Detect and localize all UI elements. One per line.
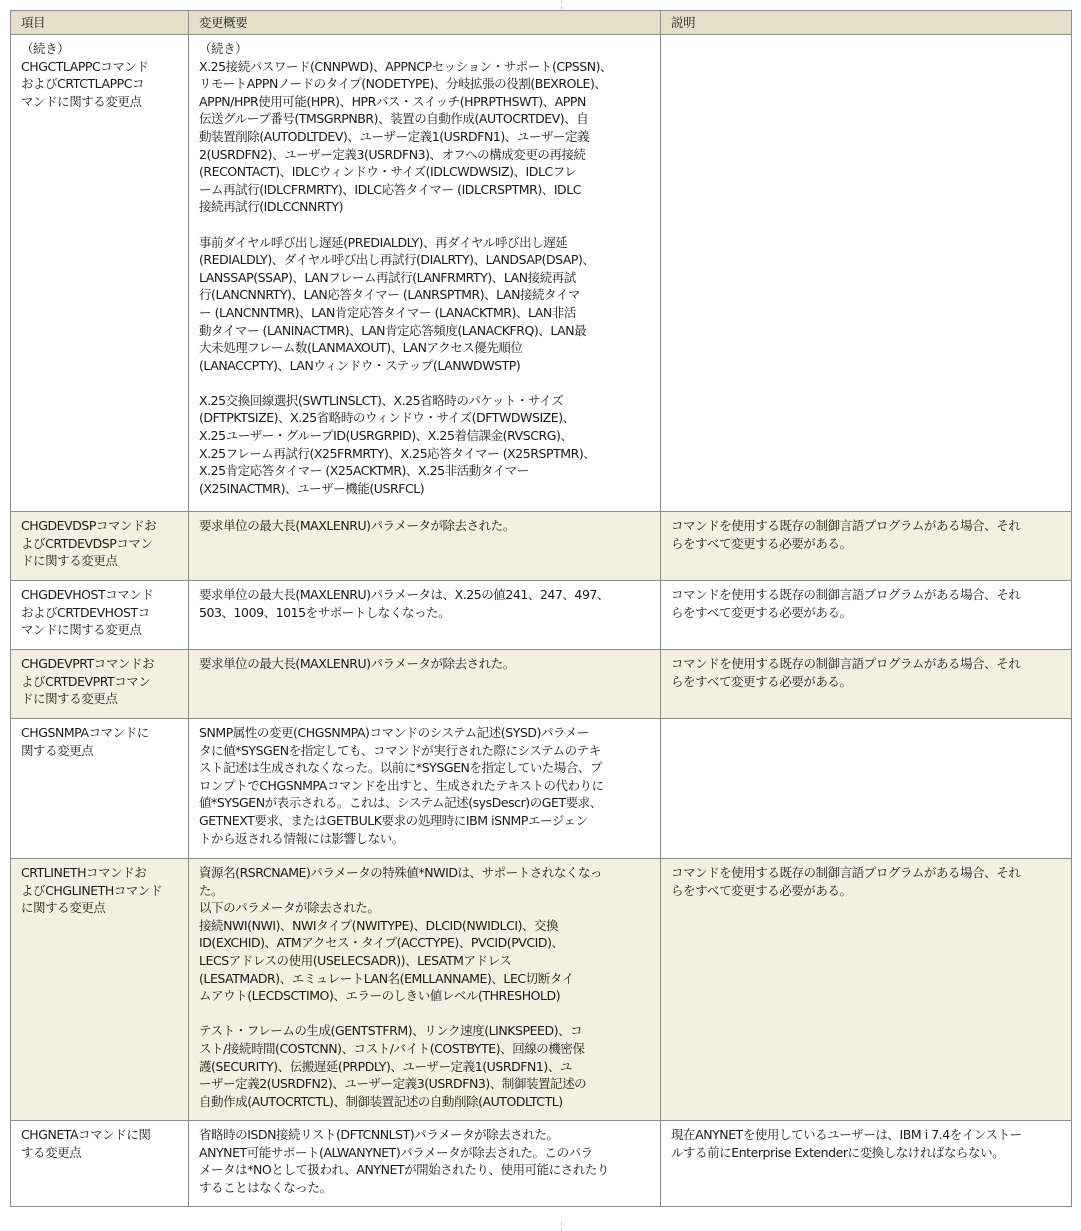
row-summary-cell: 要求単位の最大長(MAXLENRU)パラメータが除去された。 [189,512,661,581]
table-row [11,719,1072,859]
row-item-cell: （続き） CHGCTLAPPCコマンド およびCRTCTLAPPCコ マンドに関する変更点 [11,35,189,512]
row-item-cell: CHGDEVDSPコマンドお よびCRTDEVDSPコマン ドに関する変更点 [11,512,189,581]
row-summary-cell: 資源名(RSRCNAME)パラメータの特殊値*NWIDは、サポートされなくなっ た。 以下のパラメータが除去された。 接続NWI(NWI)、NWIタイプ(NWITYPE)、DLCID(NWIDLCI)、交換 ID(EXCHID)、ATMアクセス・タイプ(ACCTYPE)、PVCID(PVCID)、 LECSアドレスの使用(USELECSADR))、LESATMアドレス (LESATMADR)、エミュレートLAN名(EMLLANNAME)、LEC切断タイ ムアウト(LECDSCTIMO)、エラーのしきい値レベル(THRESHOLD) テスト・フレームの生成(GENTSTFRM)、リンク速度(LINKSPEED)、コ スト/接続時間(COSTCNN)、コスト/バイト(COSTBYTE)、回線の機密保 護(SECURITY)、伝搬遅延(PRPDLY)、ユーザー定義1(USRDFN1)、ユ ーザー定義2(USRDFN2)、ユーザー定義3(USRDFN3)、制御装置記述の 自動作成(AUTOCRTCTL)、制御装置記述の自動削除(AUTODLTCTL) [189,859,661,1121]
row-description-cell [661,719,1072,859]
table-row [11,512,1072,581]
row-item-cell: CHGDEVPRTコマンドお よびCRTDEVPRTコマン ドに関する変更点 [11,650,189,719]
header-row [11,11,1072,35]
page-guide-top [561,0,562,9]
row-description-cell: コマンドを使用する既存の制御言語プログラムがある場合、それ らをすべて変更する必要がある。 [661,512,1072,581]
header-description: 説明 [661,11,1072,35]
row-summary-cell: SNMP属性の変更(CHGSNMPA)コマンドのシステム記述(SYSD)パラメー タに値*SYSGENを指定しても、コマンドが実行された際にシステムのテキ スト記述は生成されなくなった。以前に*SYSGENを指定していた場合、プ ロンプトでCHGSNMPAコマンドを出すと、生成されたテキストの代わりに 値*SYSGENが表示される。これは、システム記述(sysDescr)のGET要求、 GETNEXT要求、またはGETBULK要求の処理時にIBM iSNMPエージェン トから返される情報には影響しない。 [189,719,661,859]
row-summary-cell: 要求単位の最大長(MAXLENRU)パラメータが除去された。 [189,650,661,719]
row-item-cell: CHGNETAコマンドに関 する変更点 [11,1121,189,1207]
page-guide-bottom [561,1222,562,1231]
table-row [11,859,1072,1121]
row-item-cell: CHGSNMPAコマンドに 関する変更点 [11,719,189,859]
table-row [11,650,1072,719]
row-description-cell [661,35,1072,512]
row-item-cell: CRTLINETHコマンドお よびCHGLINETHコマンド に関する変更点 [11,859,189,1121]
row-description-cell: コマンドを使用する既存の制御言語プログラムがある場合、それ らをすべて変更する必要がある。 [661,859,1072,1121]
header-item: 項目 [11,11,189,35]
table-row [11,1121,1072,1207]
command-changes-table [10,10,1072,1207]
row-summary-cell: 要求単位の最大長(MAXLENRU)パラメータは、X.25の値241、247、497、 503、1009、1015をサポートしなくなった。 [189,581,661,650]
row-description-cell: コマンドを使用する既存の制御言語プログラムがある場合、それ らをすべて変更する必要がある。 [661,581,1072,650]
table-row [11,581,1072,650]
header-summary: 変更概要 [189,11,661,35]
row-item-cell: CHGDEVHOSTコマンド およびCRTDEVHOSTコ マンドに関する変更点 [11,581,189,650]
row-summary-cell: 省略時のISDN接続リスト(DFTCNNLST)パラメータが除去された。 ANYNET可能サポート(ALWANYNET)パラメータが除去された。このパラ メータは*NOとして扱われ、ANYNETが開始されたり、使用可能にされたり することはなくなった。 [189,1121,661,1207]
table-row [11,35,1072,512]
row-description-cell: コマンドを使用する既存の制御言語プログラムがある場合、それ らをすべて変更する必要がある。 [661,650,1072,719]
row-summary-cell: （続き） X.25接続パスワード(CNNPWD)、APPNCPセッション・サポート(CPSSN)、 リモートAPPNノードのタイプ(NODETYPE)、分岐拡張の役割(BEXROLE)、 APPN/HPR使用可能(HPR)、HPRパス・スイッチ(HPRPTHSWT)、APPN 伝送グループ番号(TMSGRPNBR)、装置の自動作成(AUTOCRTDEV)、自 動装置削除(AUTODLTDEV)、ユーザー定義1(USRDFN1)、ユーザー定義 2(USRDFN2)、ユーザー定義3(USRDFN3)、オフへの構成変更の再接続 (RECONTACT)、IDLCウィンドウ・サイズ(IDLCWDWSIZ)、IDLCフレ ーム再試行(IDLCFRMRTY)、IDLC応答タイマー (IDLCRSPTMR)、IDLC 接続再試行(IDLCCNNRTY) 事前ダイヤル呼び出し遅延(PREDIALDLY)、再ダイヤル呼び出し遅延 (REDIALDLY)、ダイヤル呼び出し再試行(DIALRTY)、LANDSAP(DSAP)、 LANSSAP(SSAP)、LANフレーム再試行(LANFRMRTY)、LAN接続再試 行(LANCNNRTY)、LAN応答タイマー (LANRSPTMR)、LAN接続タイマ ー (LANCNNTMR)、LAN肯定応答タイマー (LANACKTMR)、LAN非活 動タイマー (LANINACTMR)、LAN肯定応答頻度(LANACKFRQ)、LAN最 大未処理フレーム数(LANMAXOUT)、LANアクセス優先順位 (LANACCPTY)、LANウィンドウ・ステップ(LANWDWSTP) X.25交換回線選択(SWTLINSLCT)、X.25省略時のパケット・サイズ (DFTPKTSIZE)、X.25省略時のウィンドウ・サイズ(DFTWDWSIZE)、 X.25ユーザー・グループID(USRGRPID)、X.25着信課金(RVSCRG)、 X.25フレーム再試行(X25FRMRTY)、X.25応答タイマー (X25RSPTMR)、 X.25肯定応答タイマー (X25ACKTMR)、X.25非活動タイマー (X25INACTMR)、ユーザー機能(USRFCL) [189,35,661,512]
row-description-cell: 現在ANYNETを使用しているユーザーは、IBM i 7.4をインストー ルする前にEnterprise Extenderに変換しなければならない。 [661,1121,1072,1207]
